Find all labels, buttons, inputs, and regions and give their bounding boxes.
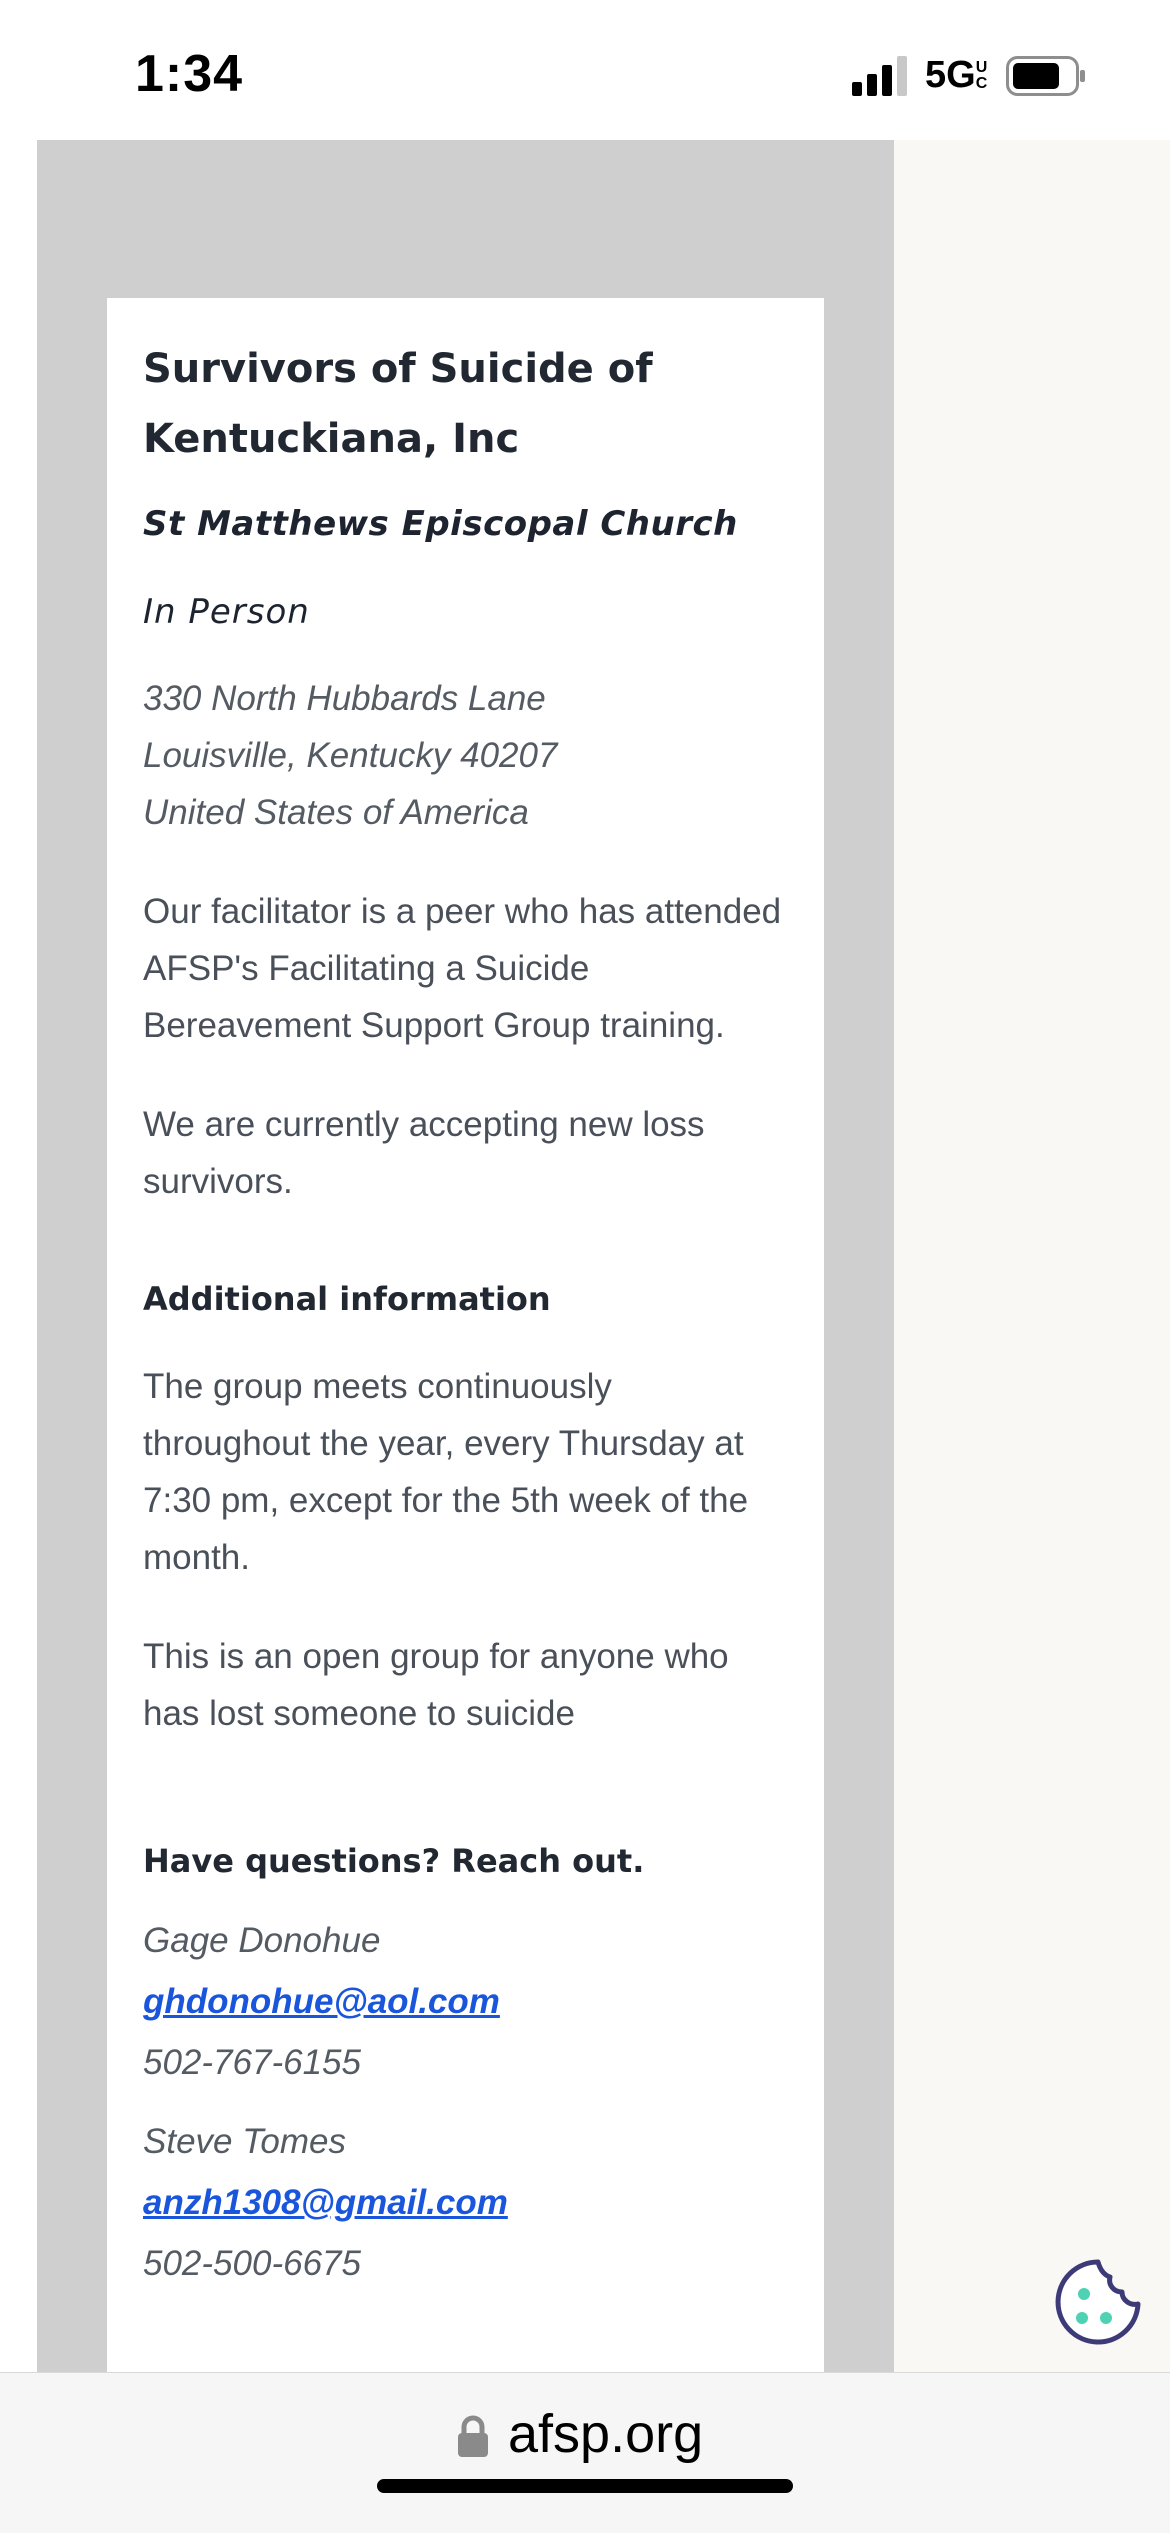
status-bar xyxy=(0,0,1170,140)
url-domain: afsp.org xyxy=(508,2404,704,2464)
address-line-2: Louisville, Kentucky 40207 xyxy=(143,736,558,775)
lock-icon xyxy=(456,2415,490,2459)
accepting-text: We are currently accepting new loss survivors. xyxy=(143,1105,705,1201)
address xyxy=(143,670,783,841)
facilitator-text: Our facilitator is a peer who has attended AFSP's Facilitating a Suicide Bereavement Support Group training. xyxy=(143,892,782,1045)
address-line-1: 330 North Hubbards Lane xyxy=(143,679,546,718)
support-group-card xyxy=(107,298,824,2398)
contact-name: Steve Tomes xyxy=(143,2122,346,2161)
open-group-text: This is an open group for anyone who has lost someone to suicide xyxy=(143,1637,729,1733)
additional-info-heading: Additional information xyxy=(143,1280,551,1318)
venue-name: St Matthews Episcopal Church xyxy=(143,504,738,544)
address-line-3: United States of America xyxy=(143,793,529,832)
browser-url-bar[interactable] xyxy=(0,2372,1170,2533)
contact-item xyxy=(143,2111,783,2294)
contact-item xyxy=(143,1910,783,2093)
contact-email-link[interactable]: ghdonohue@aol.com xyxy=(143,1982,500,2021)
meeting-mode: In Person xyxy=(143,592,310,632)
network-label: 5GUC xyxy=(925,54,990,97)
group-title: Survivors of Suicide of Kentuckiana, Inc xyxy=(143,346,653,462)
contact-email-link[interactable]: anzh1308@gmail.com xyxy=(143,2183,508,2222)
cellular-signal-icon xyxy=(852,56,912,96)
schedule-text: The group meets continuously throughout the year, every Thursday at 7:30 pm, except for the 5th week of the month. xyxy=(143,1367,749,1577)
questions-heading: Have questions? Reach out. xyxy=(143,1842,645,1880)
contact-phone: 502-767-6155 xyxy=(143,2043,361,2082)
network-sublabel: UC xyxy=(975,59,988,92)
side-background xyxy=(894,140,1170,2372)
cookie-icon[interactable] xyxy=(1054,2258,1142,2346)
contact-name: Gage Donohue xyxy=(143,1921,381,1960)
status-time: 1:34 xyxy=(135,45,244,103)
battery-icon xyxy=(1006,56,1086,96)
home-indicator[interactable] xyxy=(377,2479,793,2493)
contact-phone: 502-500-6675 xyxy=(143,2244,361,2283)
contact-list xyxy=(143,1910,783,2294)
